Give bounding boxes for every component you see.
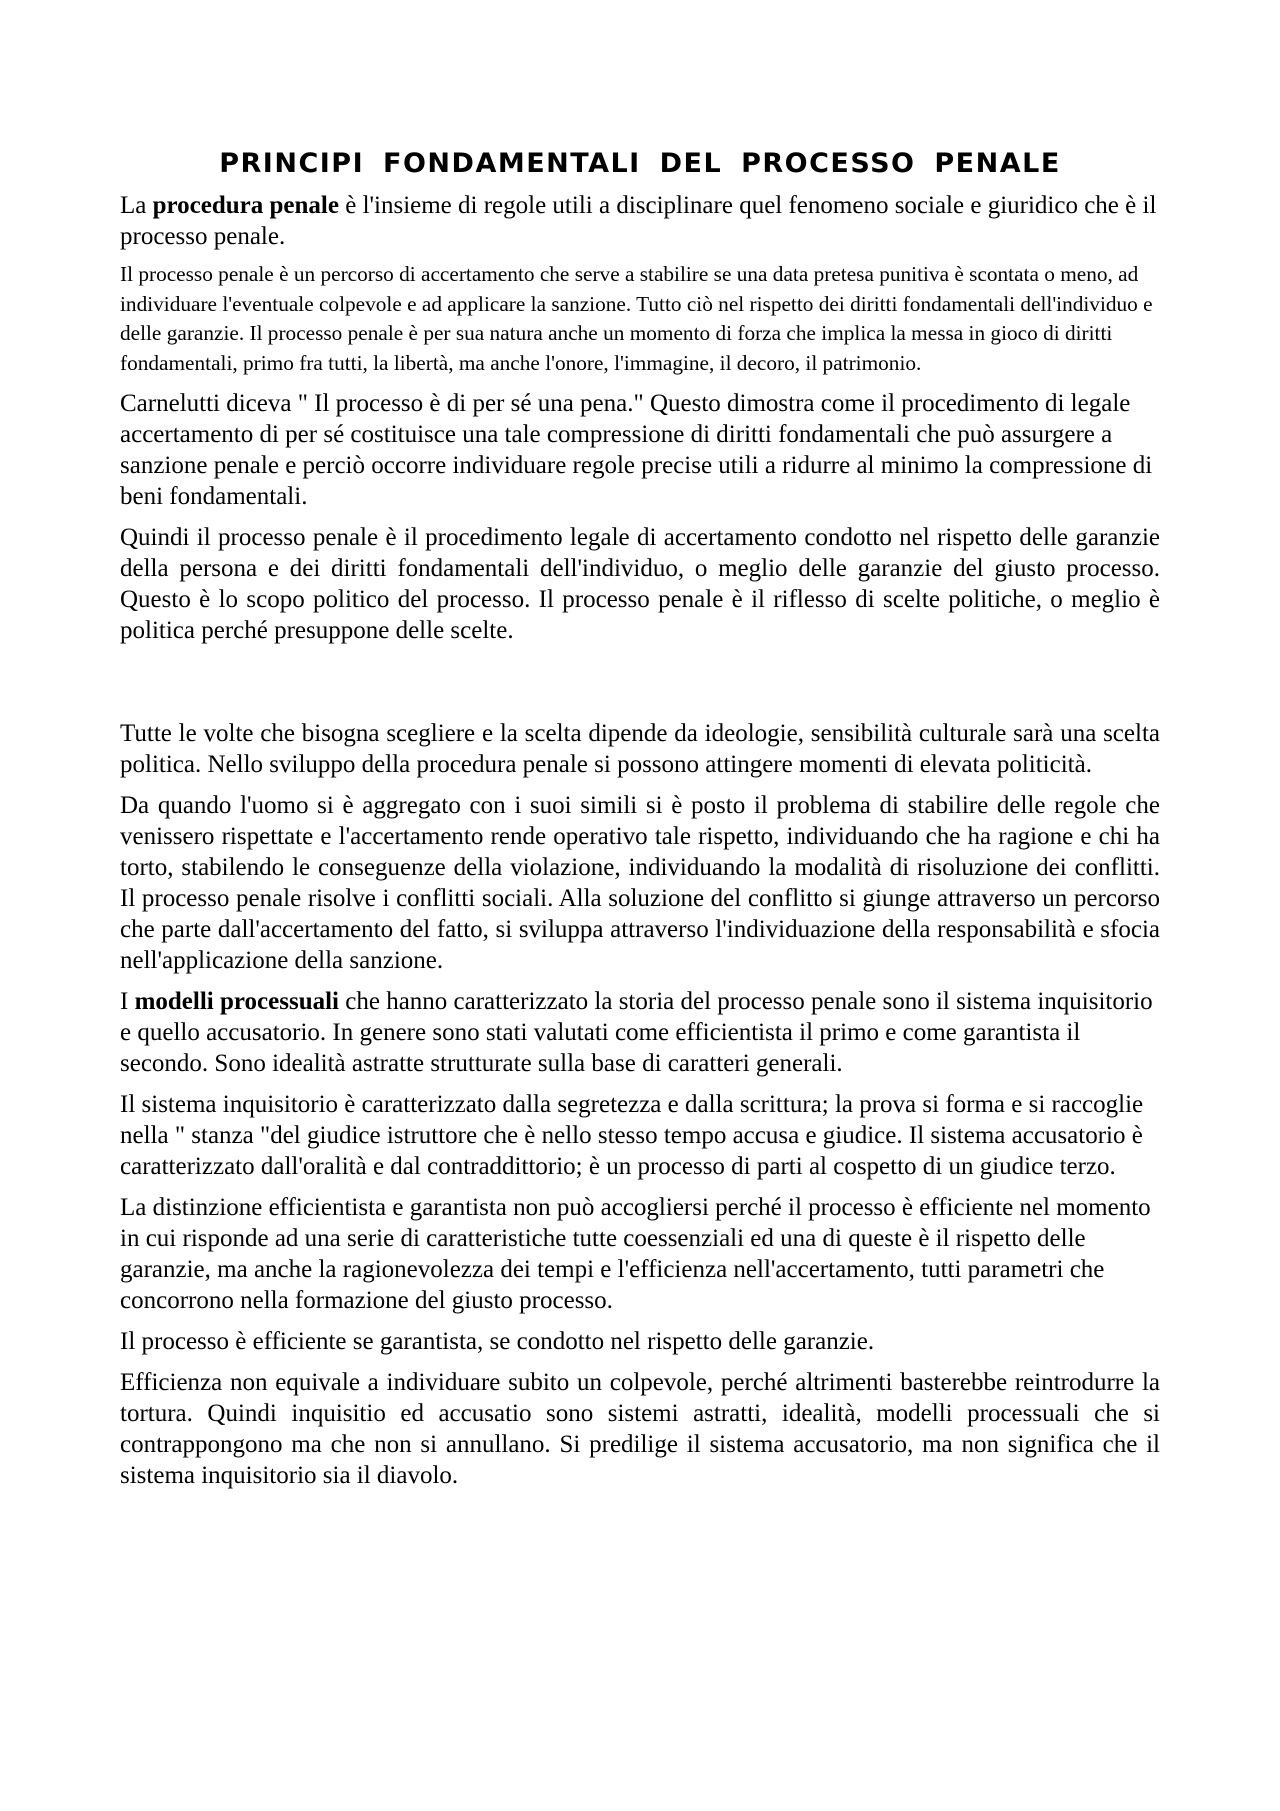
paragraph-text: è l'insieme di regole utili a disciplinare quel fenomeno sociale e giuridico che è il processo penale. [120, 192, 1157, 250]
bold-term-modelli-processuali: modelli processuali [134, 988, 339, 1015]
paragraph-carnelutti: Carnelutti diceva " Il processo è di per sé una pena." Questo dimostra come il procedimento di legale accertamento di per sé costituisce una tale compressione di diritti fondamentali che può assurgere a sanzione penale e perciò occorre individuare regole precise utili a ridurre al minimo la compressione di beni fondamentali. [120, 390, 1153, 510]
paragraph-efficienza: Efficienza non equivale a individuare subito un colpevole, perché altrimenti basterebbe reintrodurre la tortura. Quindi inquisitio ed accusatio sono sistemi astratti, idealità, modelli processuali che si contrappongono ma che non si annullano. Si predilige il sistema accusatorio, ma non significa che il sistema inquisitorio sia il diavolo. [120, 1369, 1160, 1489]
paragraph-text: La [120, 192, 153, 219]
bold-term-procedura-penale: procedura penale [152, 192, 339, 219]
document-page [120, 146, 1160, 1491]
page-title: PRINCIPI FONDAMENTALI DEL PROCESSO PENALE [219, 148, 1061, 179]
paragraph-processo-efficiente: Il processo è efficiente se garantista, se condotto nel rispetto delle garanzie. [120, 1328, 875, 1355]
paragraph-efficientista-garantista: La distinzione efficientista e garantista non può accogliersi perché il processo è efficiente nel momento in cui risponde ad una serie di caratteristiche tutte coessenziali ed una di queste è il rispetto delle garanzie, ma anche la ragionevolezza dei tempi e l'efficienza nell'accertamento, tutti parametri che concorrono nella formazione del giusto processo. [120, 1194, 1151, 1314]
paragraph-definizione-processo: Il processo penale è un percorso di accertamento che serve a stabilire se una data pretesa punitiva è scontata o meno, ad individuare l'eventuale colpevole e ad applicare la sanzione. Tutto ciò nel rispetto dei diritti fondamentali dell'individuo e delle garanzie. Il processo penale è per sua natura anche un momento di forza che implica la messa in gioco di diritti fondamentali, primo fra tutti, la libertà, ma anche l'onore, l'immagine, il decoro, il patrimonio. [120, 262, 1153, 375]
paragraph-procedura-penale [120, 190, 1160, 252]
paragraph-scelta-politica: Tutte le volte che bisogna scegliere e la scelta dipende da ideologie, sensibilità culturale sarà una scelta politica. Nello sviluppo della procedura penale si possono attingere momenti di elevata politicità. [120, 720, 1160, 778]
paragraph-conflitti-sociali: Da quando l'uomo si è aggregato con i suoi simili si è posto il problema di stabilire delle regole che venissero rispettate e l'accertamento rende operativo tale rispetto, individuando che ha ragione e chi ha torto, stabilendo le conseguenze della violazione, individuando la modalità di risoluzione dei conflitti. Il processo penale risolve i conflitti sociali. Alla soluzione del conflitto si giunge attraverso un percorso che parte dall'accertamento del fatto, si sviluppa attraverso l'individuazione della responsabilità e sfocia nell'applicazione della sanzione. [120, 792, 1160, 974]
paragraph-text: I [120, 988, 135, 1015]
paragraph-scopo-politico: Quindi il processo penale è il procedimento legale di accertamento condotto nel rispetto delle garanzie della persona e dei diritti fondamentali dell'individuo, o meglio delle garanzie del giusto processo. Questo è lo scopo politico del processo. Il processo penale è il riflesso di scelte politiche, o meglio è politica perché presuppone delle scelte. [120, 524, 1160, 644]
paragraph-text: che hanno caratterizzato la storia del processo penale sono il sistema inquisitorio e quello accusatorio. In genere sono stati valutati come efficientista il primo e come garantista il secondo. Sono idealità astratte strutturate sulla base di caratteri generali. [120, 988, 1153, 1077]
paragraph-sistema-inquisitorio: Il sistema inquisitorio è caratterizzato dalla segretezza e dalla scrittura; la prova si forma e si raccoglie nella " stanza "del giudice istruttore che è nello stesso tempo accusa e giudice. Il sistema accusatorio è caratterizzato dall'oralità e dal contraddittorio; è un processo di parti al cospetto di un giudice terzo. [120, 1091, 1144, 1180]
paragraph-modelli-processuali [120, 986, 1160, 1079]
